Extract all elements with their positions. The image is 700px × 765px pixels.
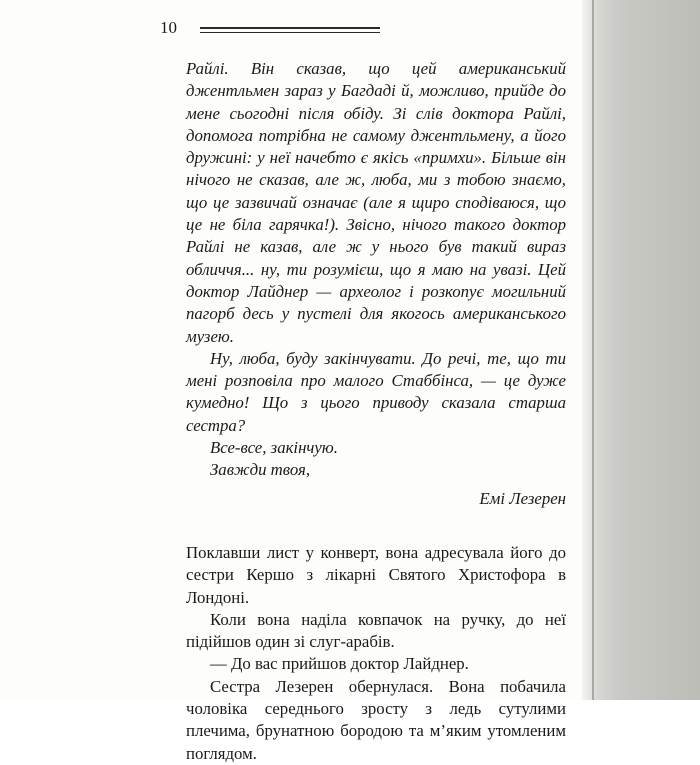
page-edge-shadow: [582, 0, 700, 700]
page-body: [186, 58, 566, 765]
header-rule-thin: [200, 32, 380, 33]
letter-paragraph: Ну, люба, буду закінчувати. До речі, те, що ти мені розповіла про малого Стаббінса, — це дуже кумедно! Що з цього приводу сказала старша сестра?: [186, 348, 566, 435]
narrative-paragraph: Коли вона наділа ковпачок на ручку, до неї підійшов один зі слуг-арабів.: [186, 609, 566, 652]
page-number: 10: [160, 18, 177, 37]
letter-closing: Завжди твоя,: [210, 460, 311, 480]
letter-signature: Емі Лезерен: [479, 488, 566, 508]
page-header: [160, 18, 400, 40]
letter-block: [186, 58, 566, 510]
narrative-block: [186, 542, 566, 765]
letter-paragraph: Райлі. Він сказав, що цей американський джентльмен зараз у Багдаді й, можливо, прийде до мене сьогодні після обіду. Зі слів доктора Райлі, допомога потрібна не самому джентльмену, а його дружині: у неї начебто є якісь «примхи». Більше він нічого не сказав, але ж, люба, ми з тобою знаємо, що це зазвичай означає (але я щиро сподіваюся, що це не біла гарячка!). Звісно, нічого такого доктор Райлі не казав, але ж у нього був такий вираз обличчя... ну, ти розумієш, що я маю на увазі. Цей доктор Лайднер — археолог і розкопує могильний пагорб десь у пустелі для якогось американського музею.: [186, 59, 566, 346]
letter-closing: Все-все, закінчую.: [210, 438, 338, 458]
page-edge-line: [592, 0, 594, 700]
narrative-paragraph: Сестра Лезерен обернулася. Вона побачила чоловіка середнього зросту з ледь сутулими плечима, брунатною бородою та м’яким утомленим поглядом.: [186, 676, 566, 763]
header-rule-thick: [200, 27, 380, 29]
narrative-paragraph: Поклавши лист у конверт, вона адресувала його до сестри Кершо з лікарні Святого Христофора в Лондоні.: [186, 542, 566, 607]
dialogue-line: — До вас прийшов доктор Лайднер.: [210, 654, 469, 674]
